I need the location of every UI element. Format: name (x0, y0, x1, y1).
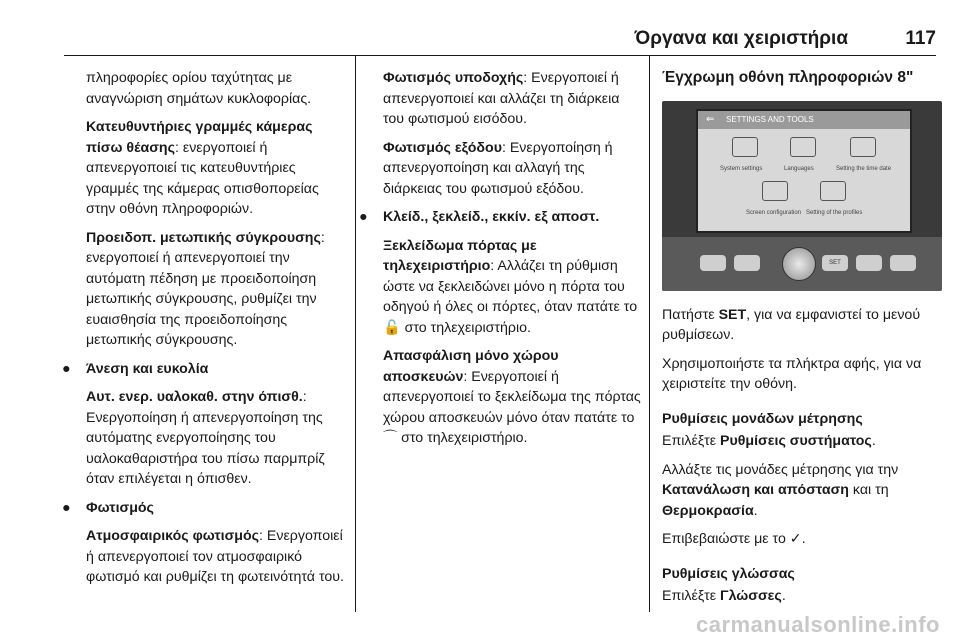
section-heading: Έγχρωμη οθόνη πληροφοριών 8" (662, 69, 914, 86)
screen-config-icon (762, 181, 788, 201)
rear-wiper-item: Αυτ. ενερ. υαλοκαθ. στην όπισθ.: Ενεργοποίηση ή απενεργοποίηση της αυτόματης ενεργοποίησης του υαλοκαθαριστήρα του πίσω παρμπρίζ όταν επιλέγεται η όπισθεν. (86, 389, 325, 487)
bullet-lighting: ● Φωτισμός (62, 499, 154, 516)
bullet-comfort: ● Άνεση και ευκολία (62, 360, 209, 377)
watermark: carmanualsonline.info (696, 612, 940, 637)
units-step-2: Αλλάξτε τις μονάδες μέτρησης για την Κατανάλωση και απόσταση και τη Θερμοκρασία. (662, 461, 899, 519)
screen-config-label: Screen configuration (746, 209, 802, 216)
touch-keys-text: Χρησιμοποιήστε τα πλήκτρα αφής, για να χειριστείτε την οθόνη. (662, 355, 922, 392)
language-subheading: Ρυθμίσεις γλώσσας (662, 565, 795, 582)
time-date-icon (850, 137, 876, 157)
tailgate-icon: ⌒ (383, 430, 398, 446)
intro-text: πληροφορίες ορίου ταχύτητας με αναγνώριση σημάτων κυκλοφορίας. (86, 70, 312, 107)
system-settings-icon (732, 137, 758, 157)
back-arrow-icon: ⇐ (706, 113, 715, 125)
control-panel (662, 237, 942, 291)
profiles-icon (820, 181, 846, 201)
remote-door-unlock-item: Ξεκλείδωμα πόρτας με τηλεχειριστήριο: Αλλάζει τη ρύθμιση ώστε να ξεκλειδώνει μόνο η πόρτα του οδηγού ή όλες οι πόρτες, όταν πατάτε το 🔓 στο τηλεχειριστήριο. (383, 237, 638, 336)
column-3 (662, 68, 942, 615)
rear-camera-guidelines-item: Κατευθυντήριες γραμμές κάμερας πίσω θέασης: ενεργοποιεί ή απενεργοποιεί τις κατευθυντήριες γραμμές της κάμερας οπισθοπορείας στην οθόνη πληροφοριών. (86, 119, 319, 217)
panel-button-2 (734, 255, 760, 271)
panel-button-5 (890, 255, 916, 271)
exit-lighting-item: Φωτισμός εξόδου: Ενεργοποίηση ή απενεργοποίηση και αλλαγή της διάρκειας του φωτισμού εξόδου. (383, 139, 613, 197)
bullet-remote-locking: ● Κλείδ., ξεκλείδ., εκκίν. εξ αποστ. (359, 209, 600, 225)
page-number: 117 (905, 28, 936, 49)
volume-knob (782, 247, 816, 281)
units-step-3: Επιβεβαιώστε με το ✓. (662, 531, 806, 547)
column-1 (62, 68, 344, 596)
language-step-1: Επιλέξτε Γλώσσες. (662, 588, 786, 604)
header-rule (64, 55, 936, 56)
time-date-label: Setting the time date (836, 165, 892, 172)
front-collision-alert-item: Προειδοπ. μετωπικής σύγκρουσης: ενεργοποιεί ή απενεργοποιεί την αυτόματη πέδηση με προειδοποίηση μετωπικής σύγκρουσης, ρυθμίζει την ευαισθησία της προειδοποίησης μετωπικής σύγκρουσης. (86, 229, 325, 348)
languages-label: Languages (784, 165, 814, 172)
unlock-icon: 🔓 (383, 319, 401, 336)
panel-button-4 (856, 255, 882, 271)
infotainment-photo (662, 101, 942, 291)
units-subheading: Ρυθμίσεις μονάδων μέτρησης (662, 410, 863, 427)
profiles-label: Setting of the profiles (806, 209, 863, 216)
system-settings-label: System settings (720, 165, 763, 172)
press-set-text: Πατήστε SET, για να εμφανιστεί το μενού ρυθμίσεων. (662, 306, 921, 343)
languages-icon (790, 137, 816, 157)
tailgate-unlock-item: Απασφάλιση μόνο χώρου αποσκευών: Ενεργοποιεί ή απενεργοποιεί το ξεκλείδωμα της πόρτας χώρου αποσκευών μόνο όταν πατάτε το ⌒ στο τηλεχειριστήριο. (383, 348, 641, 446)
ambient-lighting-item: Ατμοσφαιρικός φωτισμός: Ενεργοποιεί ή απενεργοποιεί τον ατμοσφαιρικό φωτισμό και ρυθμίζει τη φωτεινότητά του. (86, 528, 344, 585)
column-divider-1 (355, 56, 356, 612)
units-step-1: Επιλέξτε Ρυθμίσεις συστήματος. (662, 433, 876, 449)
display-title-bar: ⇐ SETTINGS AND TOOLS (698, 111, 910, 129)
display-screen (696, 109, 912, 233)
welcome-lighting-item: Φωτισμός υποδοχής: Ενεργοποιεί ή απενεργοποιεί και αλλάζει τη διάρκεια του φωτισμού εισόδου. (383, 70, 620, 127)
panel-set-button: SET (822, 255, 848, 271)
checkmark-icon: ✓ (789, 531, 802, 547)
panel-button-1 (700, 255, 726, 271)
column-divider-2 (649, 56, 650, 612)
column-2 (359, 68, 643, 457)
page-header-title: Όργανα και χειριστήρια (634, 28, 848, 49)
